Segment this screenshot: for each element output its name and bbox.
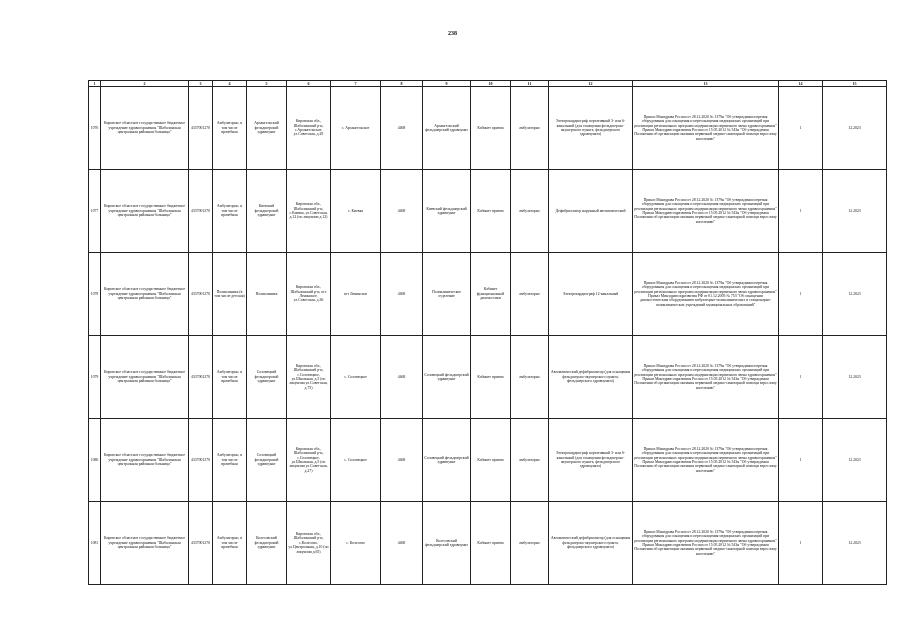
order-cell: Приказ Минздрава России от 28.12.2020 № 1379н "Об утверждении перечня оборудования для оснащения и переоснащения медицинских организаций при реализации региональных программ модернизации первичного звена здравоохранения" Приказ Минздравсоцразвития России от 15.05.2012 № 543н "Об утверждении Положения об организации оказания первичной медико-санитарной помощи взрослому населению" bbox=[633, 502, 779, 585]
department-cell: Соловецкий фельдшерский здравпункт bbox=[423, 419, 471, 502]
page-number: 238 bbox=[448, 31, 457, 37]
order-cell: Приказ Минздрава России от 28.12.2020 № 1379н "Об утверждении перечня оборудования для оснащения и переоснащения медицинских организаций при реализации региональных программ модернизации первичного звена здравоохранения" Приказ Минздравсоцразвития России от 15.05.2012 № 543н "Об утверждении Положения об организации оказания первичной медико-санитарной помощи взрослому населению" bbox=[633, 170, 779, 253]
organization-cell: Кировское областное государственное бюджетное учреждение здравоохранения "Шабалинская центральная районная больница" bbox=[101, 253, 189, 336]
date-cell: 12.2023 bbox=[823, 502, 887, 585]
equipment-cell: Дефибриллятор наружный автоматический bbox=[549, 170, 633, 253]
column-number-cell: 1 bbox=[89, 81, 101, 87]
care-type-cell: Поликлиника (в том числе детская) bbox=[213, 253, 247, 336]
date-cell: 12.2023 bbox=[823, 253, 887, 336]
locality-cell: пгт Ленинское bbox=[331, 253, 381, 336]
organization-cell: Кировское областное государственное бюджетное учреждение здравоохранения "Шабалинская центральная районная больница" bbox=[101, 502, 189, 585]
code-cell: 4468 bbox=[381, 502, 423, 585]
condition-cell: амбулаторно bbox=[511, 87, 549, 170]
quantity-cell: 1 bbox=[779, 502, 823, 585]
unit-cell: Поликлиника bbox=[247, 253, 287, 336]
row-number-cell: 1078 bbox=[89, 253, 101, 336]
equipment-cell: Электрокардиограф портативный 3- или 6-канальный (для оснащения фельдшерско-акушерского пункта, фельдшерского здравпункта) bbox=[549, 87, 633, 170]
organization-cell: Кировское областное государственное бюджетное учреждение здравоохранения "Шабалинская центральная районная больница" bbox=[101, 419, 189, 502]
care-type-cell: Амбулаторно, в том числе врачебная bbox=[213, 502, 247, 585]
equipment-cell: Автоматический дефибриллятор (для оснащения фельдшерско-акушерского пункта, фельдшерского здравпункта) bbox=[549, 502, 633, 585]
room-cell: Кабинет приема bbox=[471, 170, 511, 253]
order-cell: Приказ Минздрава России от 28.12.2020 № 1379н "Об утверждении перечня оборудования для оснащения и переоснащения медицинских организаций при реализации региональных программ модернизации первичного звена здравоохранения" Приказ Минздравсоцразвития России от 15.05.2012 № 543н "Об утверждении Положения об организации оказания первичной медико-санитарной помощи взрослому населению" bbox=[633, 419, 779, 502]
address-cell: Кировская обл., Шабалинский р-н, с.Соловецкое, ул.Школьная, д.5 (по лицензии ул.Советская, д.75) bbox=[287, 336, 331, 419]
quantity-cell: 1 bbox=[779, 336, 823, 419]
address-cell: Кировская обл., Шабалинский р-н, пгт Ленинское, ул.Советская, д.36 bbox=[287, 253, 331, 336]
quantity-cell: 1 bbox=[779, 170, 823, 253]
condition-cell: амбулаторно bbox=[511, 419, 549, 502]
unit-cell: Киевский фельдшерский здравпункт bbox=[247, 170, 287, 253]
inn-cell: 4337001270 bbox=[189, 170, 213, 253]
locality-cell: с. Соловецкое bbox=[331, 419, 381, 502]
unit-cell: Соловецкий фельдшерский здравпункт bbox=[247, 336, 287, 419]
column-number-cell: 7 bbox=[331, 81, 381, 87]
column-number-cell: 14 bbox=[779, 81, 823, 87]
department-cell: Поликлиническое отделение bbox=[423, 253, 471, 336]
code-cell: 4468 bbox=[381, 170, 423, 253]
department-cell: Соловецкий фельдшерский здравпункт bbox=[423, 336, 471, 419]
quantity-cell: 1 bbox=[779, 87, 823, 170]
room-cell: Кабинет приема bbox=[471, 87, 511, 170]
department-cell: Киевский фельдшерский здравпункт bbox=[423, 170, 471, 253]
row-number-cell: 1081 bbox=[89, 502, 101, 585]
inn-cell: 4337001270 bbox=[189, 253, 213, 336]
column-number-cell: 12 bbox=[549, 81, 633, 87]
address-cell: Кировская обл., Шабалинский р-н, с.Киевка, ул.Советская, д.12 (по лицензии д.12) bbox=[287, 170, 331, 253]
code-cell: 4468 bbox=[381, 419, 423, 502]
table-row bbox=[89, 419, 887, 502]
locality-cell: с. Колесово bbox=[331, 502, 381, 585]
code-cell: 4468 bbox=[381, 336, 423, 419]
room-cell: Кабинет приема bbox=[471, 502, 511, 585]
table-row bbox=[89, 253, 887, 336]
date-cell: 12.2023 bbox=[823, 170, 887, 253]
care-type-cell: Амбулаторно, в том числе врачебная bbox=[213, 87, 247, 170]
column-number-cell: 13 bbox=[633, 81, 779, 87]
locality-cell: с. Соловецкое bbox=[331, 336, 381, 419]
quantity-cell: 1 bbox=[779, 253, 823, 336]
equipment-cell: Электрокардиограф 12-канальный bbox=[549, 253, 633, 336]
order-cell: Приказ Минздрава России от 28.12.2020 № 1379н "Об утверждении перечня оборудования для оснащения и переоснащения медицинских организаций при реализации региональных программ модернизации первичного звена здравоохранения" Приказ Минздравсоцразвития России от 15.05.2012 № 543н "Об утверждении Положения об организации оказания первичной медико-санитарной помощи взрослому населению" bbox=[633, 336, 779, 419]
equipment-table bbox=[88, 80, 887, 585]
row-number-cell: 1077 bbox=[89, 170, 101, 253]
row-number-cell: 1076 bbox=[89, 87, 101, 170]
table-row bbox=[89, 87, 887, 170]
column-number-cell: 4 bbox=[213, 81, 247, 87]
care-type-cell: Амбулаторно, в том числе врачебная bbox=[213, 170, 247, 253]
column-number-cell: 11 bbox=[511, 81, 549, 87]
address-cell: Кировская обл., Шабалинский р-н, с.Колесово, ул.Центральная, д.10 (по лицензии д.65) bbox=[287, 502, 331, 585]
column-number-cell: 8 bbox=[381, 81, 423, 87]
unit-cell: Соловецкий фельдшерский здравпункт bbox=[247, 419, 287, 502]
column-number-cell: 10 bbox=[471, 81, 511, 87]
table-row bbox=[89, 336, 887, 419]
equipment-cell: Автоматический дефибриллятор (для оснащения фельдшерско-акушерского пункта, фельдшерского здравпункта) bbox=[549, 336, 633, 419]
locality-cell: с. Архангельское bbox=[331, 87, 381, 170]
table-row bbox=[89, 502, 887, 585]
room-cell: Кабинет приема bbox=[471, 419, 511, 502]
room-cell: Кабинет функциональной диагностики bbox=[471, 253, 511, 336]
address-cell: Кировская обл., Шабалинский р-н, с.Архангельское, ул.Советская, д.29 bbox=[287, 87, 331, 170]
equipment-cell: Электрокардиограф портативный 3- или 6-канальный (для оснащения фельдшерско-акушерского пункта, фельдшерского здравпункта) bbox=[549, 419, 633, 502]
code-cell: 4468 bbox=[381, 87, 423, 170]
condition-cell: амбулаторно bbox=[511, 502, 549, 585]
organization-cell: Кировское областное государственное бюджетное учреждение здравоохранения "Шабалинская центральная районная больница" bbox=[101, 336, 189, 419]
inn-cell: 4337001270 bbox=[189, 419, 213, 502]
date-cell: 12.2023 bbox=[823, 419, 887, 502]
care-type-cell: Амбулаторно, в том числе врачебная bbox=[213, 336, 247, 419]
inn-cell: 4337001270 bbox=[189, 502, 213, 585]
locality-cell: с. Киевка bbox=[331, 170, 381, 253]
column-number-cell: 6 bbox=[287, 81, 331, 87]
order-cell: Приказ Минздрава России от 28.12.2020 № 1379н "Об утверждении перечня оборудования для оснащения и переоснащения медицинских организаций при реализации региональных программ модернизации первичного звена здравоохранения" Приказ Минздравсоцразвития России от 15.05.2012 № 543н "Об утверждении Положения об организации оказания первичной медико-санитарной помощи взрослому населению" bbox=[633, 87, 779, 170]
column-number-cell: 5 bbox=[247, 81, 287, 87]
department-cell: Колесовский фельдшерский здравпункт bbox=[423, 502, 471, 585]
condition-cell: амбулаторно bbox=[511, 170, 549, 253]
row-number-cell: 1079 bbox=[89, 336, 101, 419]
unit-cell: Колесовский фельдшерский здравпункт bbox=[247, 502, 287, 585]
date-cell: 12.2023 bbox=[823, 87, 887, 170]
order-cell: Приказ Минздрава России от 28.12.2020 № 1379н "Об утверждении перечня оборудования для оснащения и переоснащения медицинских организаций при реализации региональных программ модернизации первичного звена здравоохранения" Приказ Минздравсоцразвития РФ от 01.12.2005 № 753 "Об оснащении диагностическим оборудованием амбулаторно-поликлинических и стационарно-поликлинических учреждений муниципальных образований" bbox=[633, 253, 779, 336]
column-number-cell: 9 bbox=[423, 81, 471, 87]
department-cell: Архангельский фельдшерский здравпункт bbox=[423, 87, 471, 170]
room-cell: Кабинет приема bbox=[471, 336, 511, 419]
care-type-cell: Амбулаторно, в том числе врачебная bbox=[213, 419, 247, 502]
column-number-cell: 15 bbox=[823, 81, 887, 87]
code-cell: 4468 bbox=[381, 253, 423, 336]
inn-cell: 4337001270 bbox=[189, 336, 213, 419]
unit-cell: Архангельский фельдшерский здравпункт bbox=[247, 87, 287, 170]
table-row bbox=[89, 170, 887, 253]
column-number-cell: 3 bbox=[189, 81, 213, 87]
date-cell: 12.2023 bbox=[823, 336, 887, 419]
organization-cell: Кировское областное государственное бюджетное учреждение здравоохранения "Шабалинская центральная районная больница" bbox=[101, 87, 189, 170]
inn-cell: 4337001270 bbox=[189, 87, 213, 170]
condition-cell: амбулаторно bbox=[511, 336, 549, 419]
quantity-cell: 1 bbox=[779, 419, 823, 502]
organization-cell: Кировское областное государственное бюджетное учреждение здравоохранения "Шабалинская центральная районная больница" bbox=[101, 170, 189, 253]
column-number-cell: 2 bbox=[101, 81, 189, 87]
address-cell: Кировская обл., Шабалинский р-н, с.Соловецкое, ул.Школьная, д.5 (по лицензии ул.Советская, д.27) bbox=[287, 419, 331, 502]
row-number-cell: 1080 bbox=[89, 419, 101, 502]
condition-cell: амбулаторно bbox=[511, 253, 549, 336]
